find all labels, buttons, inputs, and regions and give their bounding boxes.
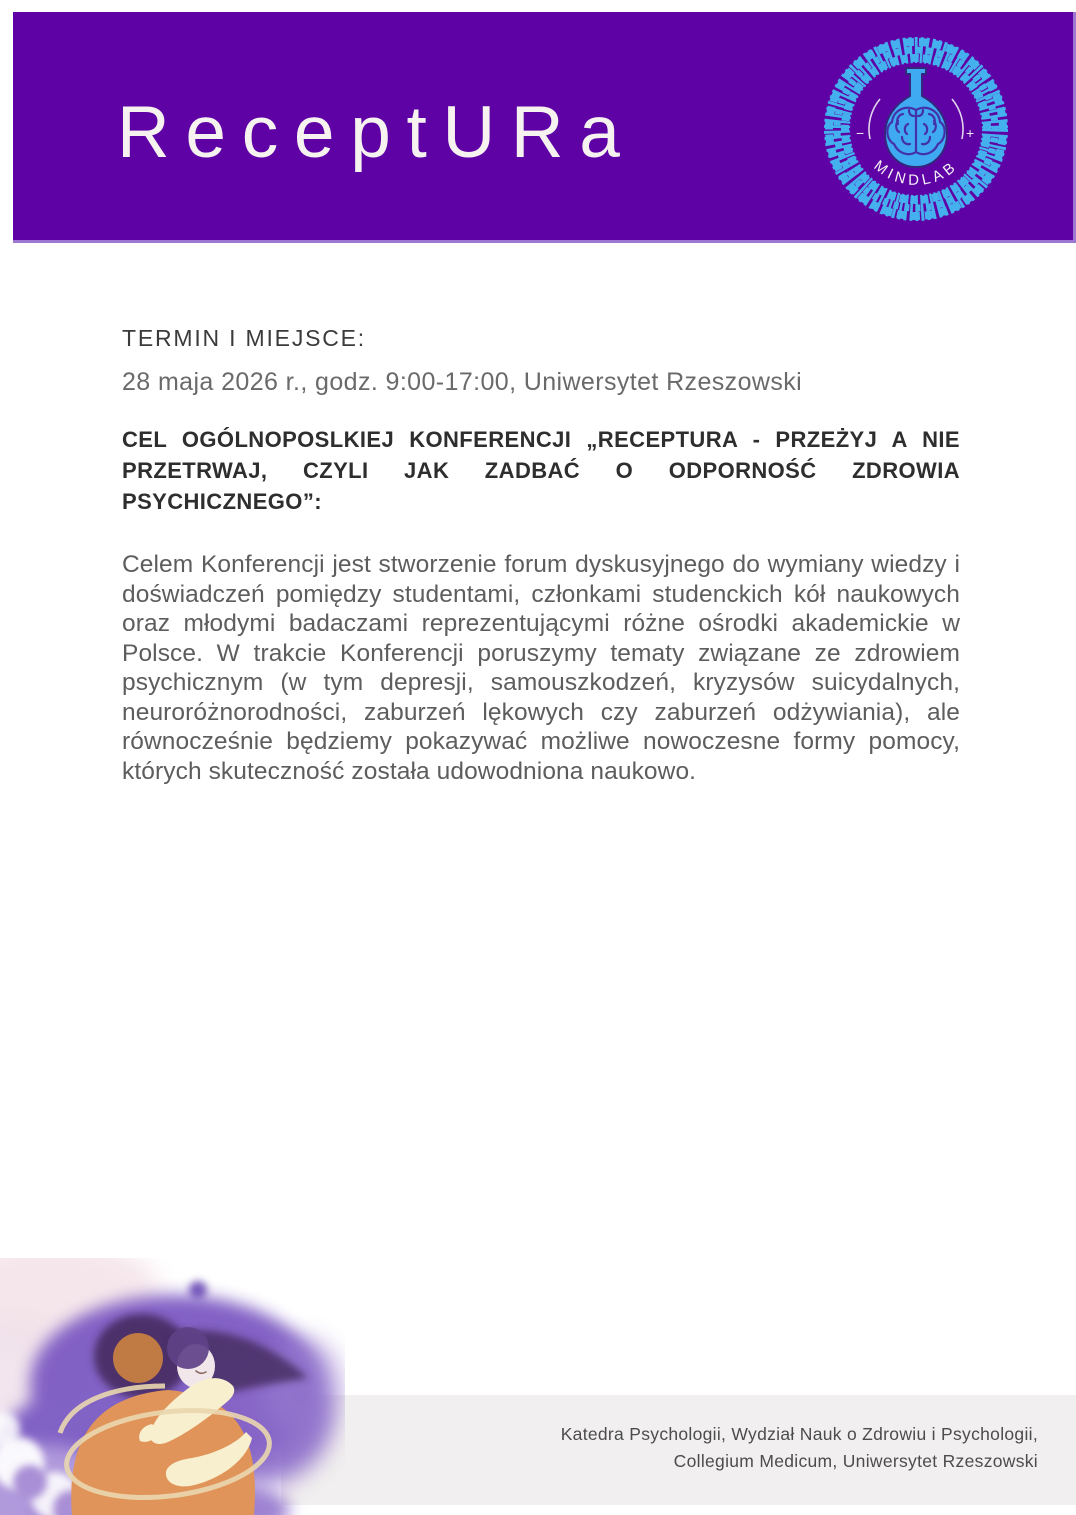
mindlab-label: MINDLAB	[870, 157, 962, 189]
plus-sign: +	[966, 125, 975, 141]
goal-heading: CEL OGÓLNOPOSLKIEJ KONFERENCJI „RECEPTURA - PRZEŻYJ A NIE PRZETRWAJ, CZYLI JAK ZADBAĆ O ODPORNOŚĆ ZDROWIA PSYCHICZNEGO”:	[122, 427, 960, 514]
termin-heading: TERMIN I MIEJSCE:	[122, 325, 367, 351]
page-title: ReceptURa	[117, 92, 636, 173]
goal-paragraph: Celem Konferencji jest stworzenie forum dyskusyjnego do wymiany wiedzy i doświadczeń pomiędzy studentami, członkami studenckich kół naukowych oraz młodymi badaczami reprezentującymi różne ośrodki akademickie w Polsce. W trakcie Konferencji poruszymy tematy związane ze zdrowiem psychicznym (w tym depresji, samouszkodzeń, kryzysów suicydalnych, neuroróżnorodności, zaburzeń lękowych czy zaburzeń odżywiania), ale równocześnie będziemy pokazywać możliwe nowoczesne formy pomocy, których skuteczność została udowodniona naukowo.	[122, 551, 960, 785]
flask-icon	[885, 68, 947, 167]
footer-line-2: Collegium Medicum, Uniwersytet Rzeszowski	[673, 1451, 1038, 1471]
footer-bar	[281, 1395, 1076, 1505]
header-banner	[13, 12, 1076, 243]
footer-line-1: Katedra Psychologii, Wydział Nauk o Zdrowiu i Psychologii,	[560, 1424, 1038, 1444]
minus-sign: −	[856, 125, 865, 141]
date-location-line: 28 maja 2026 r., godz. 9:00-17:00, Uniwersytet Rzeszowski	[122, 368, 803, 396]
hug-illustration	[0, 1258, 345, 1515]
mindlab-logo	[816, 29, 1016, 229]
